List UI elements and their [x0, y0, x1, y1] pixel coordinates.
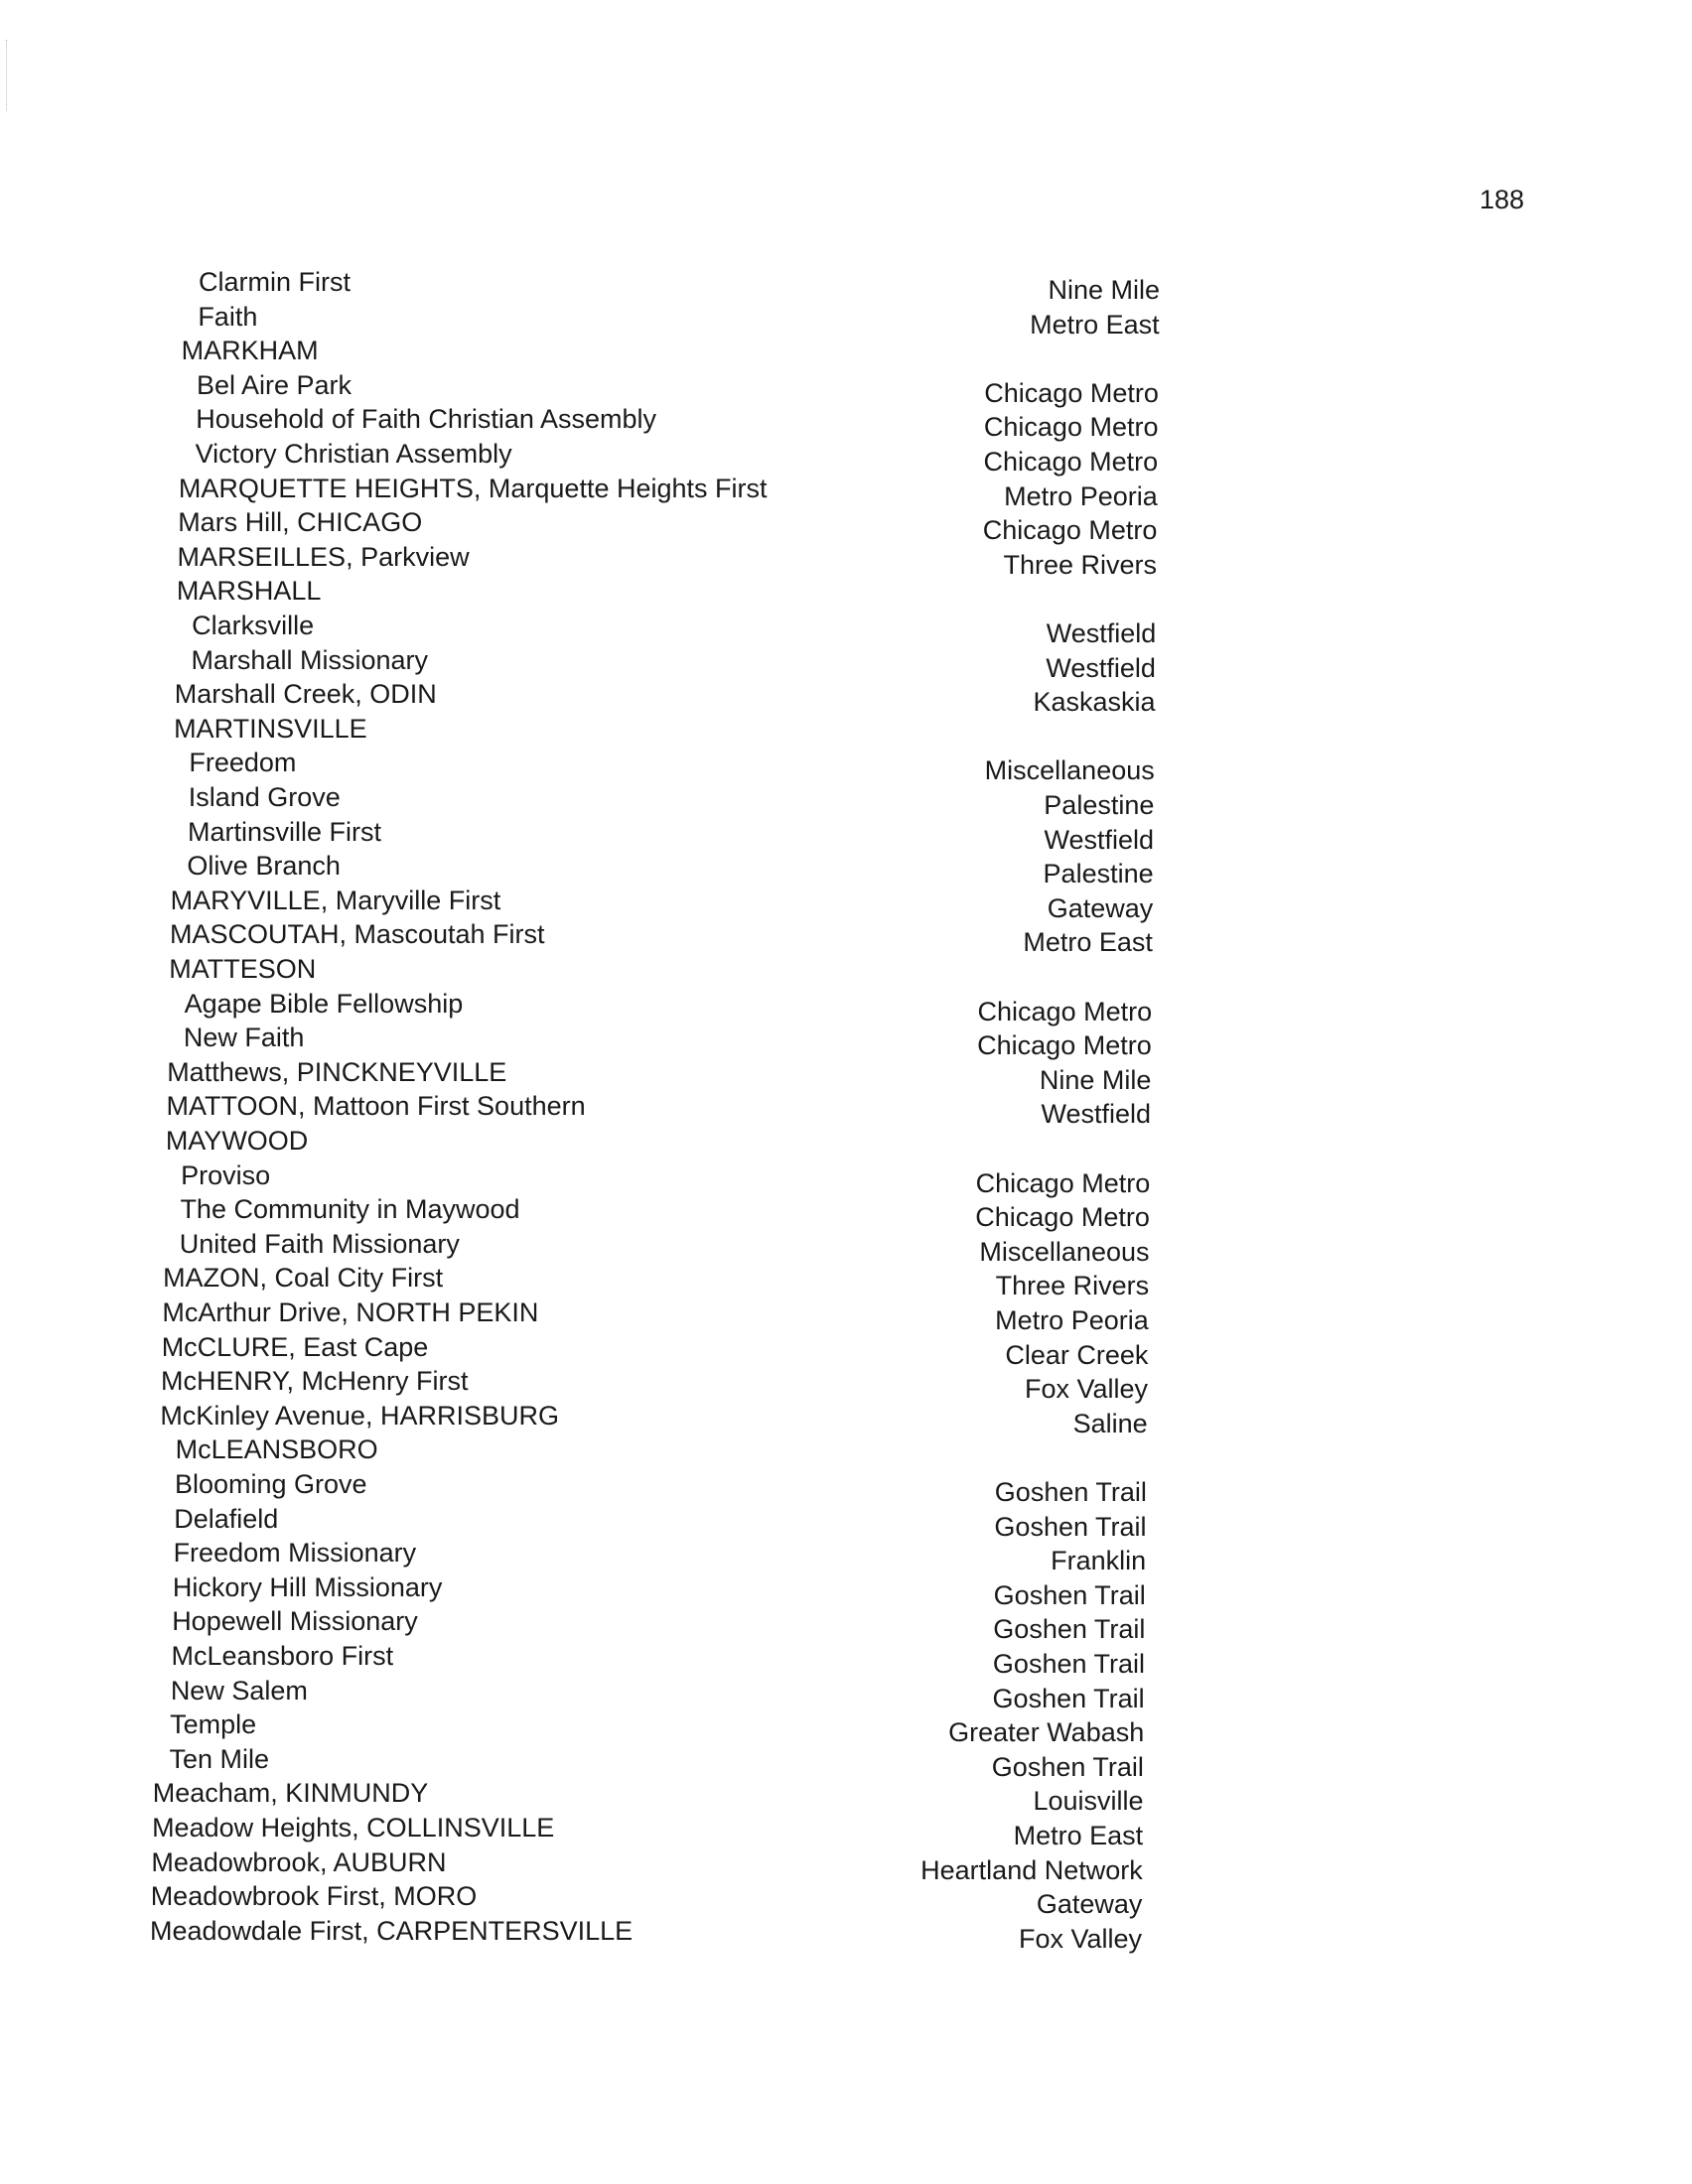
association-name: Greater Wabash — [948, 1717, 1145, 1748]
church-name: MATTOON, Mattoon First Southern — [166, 1091, 586, 1122]
association-name: Westfield — [1046, 618, 1157, 648]
church-name: Hickory Hill Missionary — [172, 1571, 443, 1602]
association-name: Goshen Trail — [993, 1579, 1146, 1610]
association-name: Nine Mile — [1048, 275, 1160, 305]
association-name: Chicago Metro — [975, 1202, 1150, 1233]
association-name: Westfield — [1041, 1099, 1151, 1130]
association-name: Goshen Trail — [991, 1751, 1144, 1782]
church-name: Delafield — [174, 1503, 279, 1534]
association-name: Goshen Trail — [992, 1683, 1145, 1713]
association-name: Three Rivers — [995, 1271, 1150, 1301]
association-name: Metro East — [1013, 1821, 1144, 1850]
church-name: McLeansboro First — [171, 1641, 394, 1671]
church-name: Marshall Creek, ODIN — [174, 679, 437, 710]
association-name: Heartland Network — [920, 1854, 1143, 1885]
association-name: Gateway — [1047, 892, 1154, 923]
church-name: MARYVILLE, Maryville First — [170, 885, 501, 915]
association-name: Fox Valley — [1024, 1374, 1148, 1405]
city-heading: MAYWOOD — [165, 1126, 309, 1156]
church-name: Meacham, KINMUNDY — [152, 1778, 429, 1809]
association-name: Metro Peoria — [1004, 480, 1158, 511]
church-name: Proviso — [181, 1160, 271, 1190]
church-name: McHENRY, McHenry First — [161, 1366, 469, 1397]
church-name: United Faith Missionary — [179, 1228, 460, 1259]
church-name: McLEANSBORO — [175, 1434, 378, 1465]
association-name: Saline — [1072, 1408, 1148, 1438]
association-name: Kaskaskia — [1033, 687, 1156, 718]
association-name: Chicago Metro — [982, 515, 1158, 546]
church-name: McArthur Drive, NORTH PEKIN — [162, 1297, 539, 1327]
association-name: Fox Valley — [1018, 1923, 1142, 1954]
church-name: New Faith — [183, 1023, 305, 1053]
church-name: Mars Hill, CHICAGO — [178, 507, 423, 538]
association-name: Miscellaneous — [979, 1236, 1150, 1267]
city-heading: MARTINSVILLE — [174, 713, 367, 744]
association-name: Gateway — [1036, 1889, 1143, 1920]
association-name: Metro Peoria — [995, 1305, 1149, 1335]
church-name: Freedom — [189, 748, 297, 778]
church-name: Hopewell Missionary — [172, 1606, 418, 1637]
church-name: Temple — [170, 1709, 257, 1740]
association-name: Chicago Metro — [984, 377, 1159, 408]
association-name: Chicago Metro — [977, 1030, 1152, 1061]
church-name: Ten Mile — [169, 1743, 269, 1774]
church-name: Meadowbrook First, MORO — [150, 1881, 478, 1912]
association-name: Westfield — [1046, 652, 1156, 683]
association-name: Palestine — [1043, 859, 1154, 889]
church-name: MARQUETTE HEIGHTS, Marquette Heights First — [178, 473, 768, 503]
association-name: Chicago Metro — [983, 447, 1159, 477]
association-name: Louisville — [1033, 1786, 1144, 1817]
association-name: Nine Mile — [1039, 1064, 1152, 1095]
association-name: Goshen Trail — [994, 1511, 1147, 1542]
church-name: Meadow Heights, COLLINSVILLE — [152, 1813, 555, 1843]
city-heading: MARSHALL — [176, 576, 322, 607]
church-name: McKinley Avenue, HARRISBURG — [160, 1400, 559, 1431]
church-name: Clarksville — [192, 611, 315, 640]
church-name: New Salem — [170, 1675, 308, 1706]
association-name: Chicago Metro — [983, 412, 1159, 443]
church-name: McCLURE, East Cape — [161, 1331, 429, 1362]
association-name: Goshen Trail — [992, 1649, 1145, 1679]
church-name: Blooming Grove — [174, 1469, 367, 1499]
association-name: Goshen Trail — [994, 1477, 1147, 1507]
city-heading: MARKHAM — [181, 336, 319, 366]
association-name: Franklin — [1051, 1546, 1147, 1576]
church-name: Faith — [198, 301, 258, 332]
association-name: Chicago Metro — [975, 1167, 1151, 1198]
church-name: Martinsville First — [188, 816, 382, 847]
association-name: Metro East — [1023, 927, 1153, 958]
church-name: MASCOUTAH, Mascoutah First — [169, 919, 545, 950]
association-name: Westfield — [1044, 824, 1154, 855]
church-name: MARSEILLES, Parkview — [177, 541, 470, 572]
church-name: Olive Branch — [187, 851, 341, 882]
church-name: Meadowdale First, CARPENTERSVILLE — [150, 1915, 634, 1946]
church-name: The Community in Maywood — [180, 1194, 520, 1225]
church-name: Household of Faith Christian Assembly — [196, 404, 656, 435]
association-name: Metro East — [1030, 309, 1160, 340]
church-name: Freedom Missionary — [173, 1538, 417, 1569]
page-number: 188 — [1480, 185, 1525, 214]
church-name: Agape Bible Fellowship — [184, 988, 464, 1019]
association-name: Three Rivers — [1003, 549, 1157, 580]
church-name: Clarmin First — [199, 267, 351, 297]
association-name: Clear Creek — [1005, 1339, 1149, 1370]
association-name: Miscellaneous — [984, 755, 1155, 786]
church-name: Marshall Missionary — [191, 644, 428, 675]
church-name: Victory Christian Assembly — [195, 439, 512, 469]
church-name: MAZON, Coal City First — [163, 1263, 444, 1294]
city-heading: MATTESON — [169, 954, 317, 984]
church-name: Meadowbrook, AUBURN — [151, 1846, 447, 1877]
church-name: Matthews, PINCKNEYVILLE — [167, 1056, 507, 1087]
association-name: Chicago Metro — [977, 996, 1153, 1026]
church-name: Bel Aire Park — [196, 369, 352, 400]
association-name: Goshen Trail — [993, 1614, 1146, 1645]
church-name: Island Grove — [188, 782, 341, 812]
association-name: Palestine — [1044, 790, 1155, 820]
